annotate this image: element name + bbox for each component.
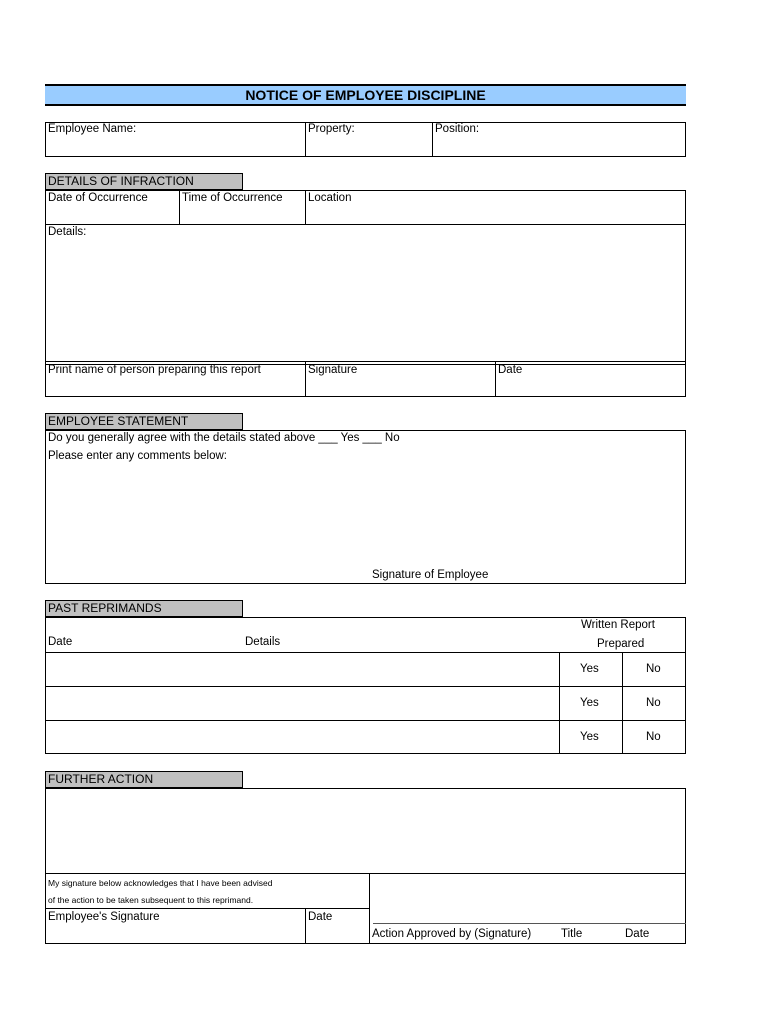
date-of-occurrence-field[interactable]: Date of Occurrence: [48, 192, 148, 204]
reprimand-row-3-no[interactable]: No: [646, 731, 661, 743]
reprimand-row-1-yes[interactable]: Yes: [580, 663, 599, 675]
details-field[interactable]: Details:: [48, 226, 87, 238]
employee-signature-field[interactable]: Employee's Signature: [48, 911, 160, 923]
employee-signature-date-field[interactable]: Date: [308, 911, 333, 923]
reprimand-row-3-yes[interactable]: Yes: [580, 731, 599, 743]
reprimand-row-2-no[interactable]: No: [646, 697, 661, 709]
section-past-reprimands: PAST REPRIMANDS: [45, 600, 243, 617]
preparer-signature-field[interactable]: Signature: [308, 364, 358, 376]
approver-date-field[interactable]: Date: [625, 928, 650, 940]
action-approved-by-field[interactable]: Action Approved by (Signature): [372, 928, 532, 940]
location-field[interactable]: Location: [308, 192, 352, 204]
employee-signature-label[interactable]: Signature of Employee: [372, 569, 489, 581]
reprimands-col-date: Date: [48, 636, 73, 648]
reprimands-col-written-line1: Written Report: [581, 619, 655, 631]
section-details-of-infraction: DETAILS OF INFRACTION: [45, 173, 243, 190]
section-employee-statement: EMPLOYEE STATEMENT: [45, 413, 243, 430]
preparer-date-field[interactable]: Date: [498, 364, 523, 376]
property-field[interactable]: Property:: [308, 123, 355, 135]
comments-prompt: Please enter any comments below:: [48, 450, 227, 462]
reprimand-row-1-no[interactable]: No: [646, 663, 661, 675]
acknowledgement-line-2: of the action to be taken subsequent to this reprimand.: [48, 895, 254, 905]
reprimand-row-2-yes[interactable]: Yes: [580, 697, 599, 709]
time-of-occurrence-field[interactable]: Time of Occurrence: [182, 192, 283, 204]
print-name-field[interactable]: Print name of person preparing this report: [48, 364, 261, 376]
header-row: [45, 122, 686, 157]
position-field[interactable]: Position:: [435, 123, 480, 135]
section-further-action: FURTHER ACTION: [45, 771, 243, 788]
reprimands-col-written-line2: Prepared: [597, 638, 645, 650]
page-title: NOTICE OF EMPLOYEE DISCIPLINE: [45, 84, 686, 106]
approver-title-field[interactable]: Title: [561, 928, 583, 940]
employee-name-field[interactable]: Employee Name:: [48, 123, 137, 135]
agree-question[interactable]: Do you generally agree with the details stated above ___ Yes ___ No: [48, 432, 400, 444]
acknowledgement-line-1: My signature below acknowledges that I have been advised: [48, 878, 273, 888]
reprimands-col-details: Details: [245, 636, 281, 648]
